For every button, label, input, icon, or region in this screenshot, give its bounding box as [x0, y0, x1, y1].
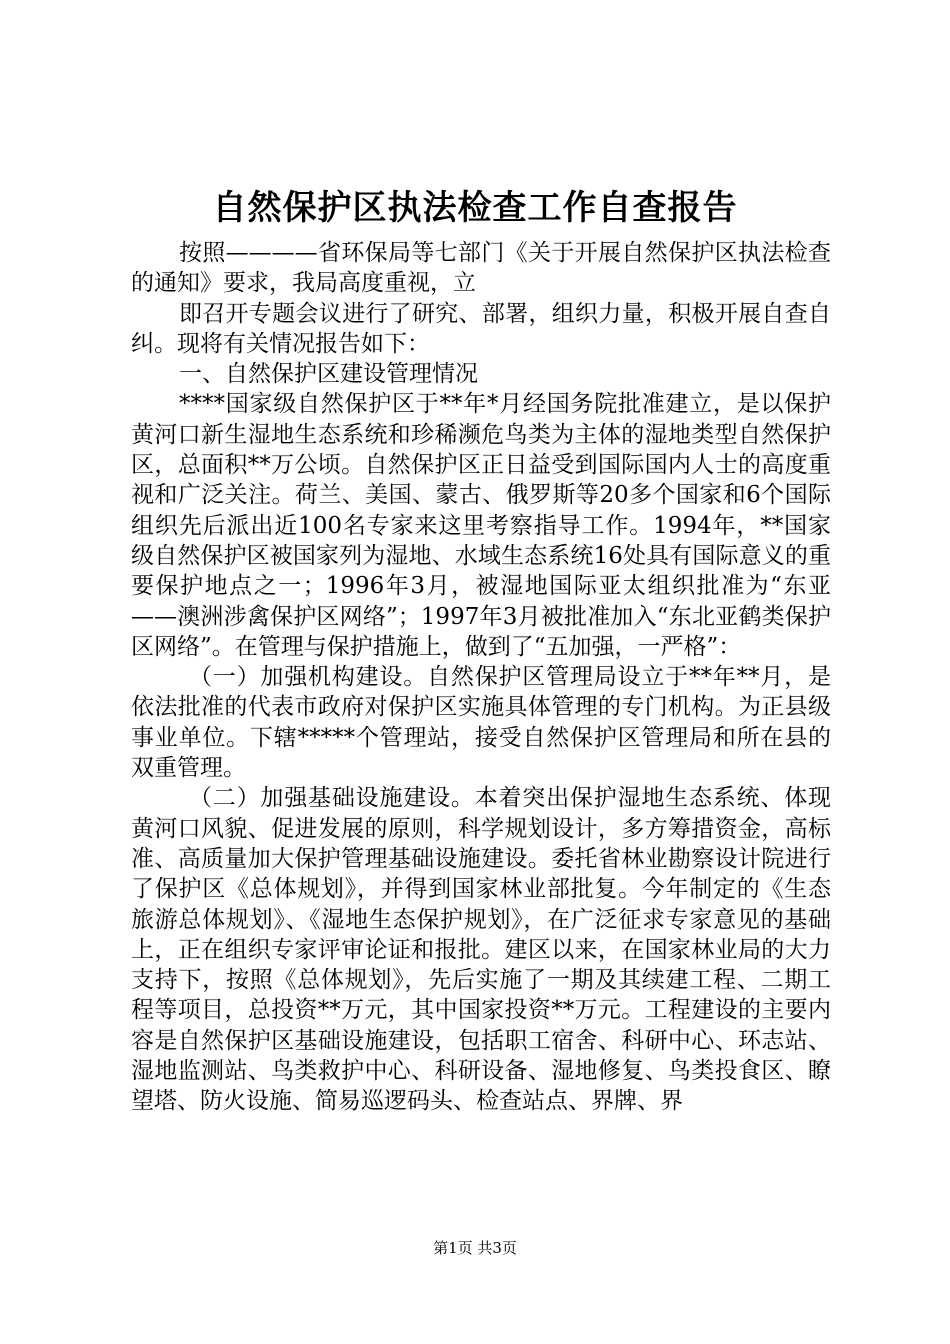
- section-heading-1: 一、自然保护区建设管理情况: [179, 361, 478, 388]
- paragraph-intro: 按照————省环保局等七部门《关于开展自然保护区执法检查的通知》要求，我局高度重视，立: [131, 240, 831, 297]
- document-title: 自然保护区执法检查工作自查报告: [212, 188, 738, 228]
- paragraph-infrastructure: （二）加强基础设施建设。本着突出保护湿地生态系统、体现黄河口风貌、促进发展的原则，科学规划设计，多方筹措资金，高标准、高质量加大保护管理基础设施建设。委托省林业勘察设计院进行了保护区《总体规划》，并得到国家林业部批复。今年制定的《生态旅游总体规划》、《湿地生态保护规划》，在广泛征求专家意见的基础上，正在组织专家评审论证和报批。建区以来，在国家林业局的大力支持下，按照《总体规划》，先后实施了一期及其续建工程、二期工程等项目，总投资**万元，其中国家投资**万元。工程建设的主要内容是自然保护区基础设施建设，包括职工宿舍、科研中心、环志站、湿地监测站、鸟类救护中心、科研设备、湿地修复、鸟类投食区、瞭望塔、防火设施、简易巡逻码头、检查站点、界牌、界: [131, 785, 831, 1115]
- page-number-footer: 第1页 共3页: [433, 1239, 517, 1257]
- paragraph-organization: （一）加强机构建设。自然保护区管理局设立于**年**月，是依法批准的代表市政府对保护区实施具体管理的专门机构。为正县级事业单位。下辖*****个管理站，接受自然保护区管理局和所在县的双重管理。: [131, 664, 831, 782]
- paragraph-reserve-overview: ****国家级自然保护区于**年*月经国务院批准建立，是以保护黄河口新生湿地生态系统和珍稀濒危鸟类为主体的湿地类型自然保护区，总面积**万公顷。自然保护区正日益受到国际国内人士的高度重视和广泛关注。荷兰、美国、蒙古、俄罗斯等20多个国家和6个国际组织先后派出近100名专家来这里考察指导工作。1994年，**国家级自然保护区被国家列为湿地、水域生态系统16处具有国际意义的重要保护地点之一；1996年3月，被湿地国际亚太组织批准为“东亚——澳洲涉禽保护区网络”；1997年3月被批准加入“东北亚鹤类保护区网络”。在管理与保护措施上，做到了“五加强，一严格”：: [131, 391, 831, 660]
- document-body: [131, 238, 831, 1117]
- paragraph-meeting: 即召开专题会议进行了研究、部署，组织力量，积极开展自查自纠。现将有关情况报告如下：: [131, 300, 831, 357]
